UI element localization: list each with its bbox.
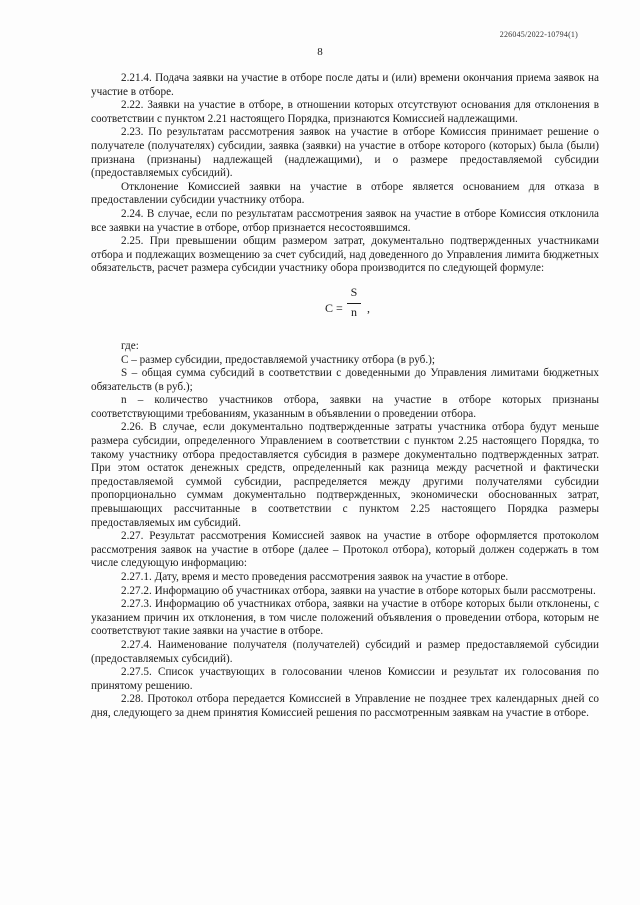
paragraph-2-26: 2.26. В случае, если документально подтвержденные затраты участника отбора будут меньше размера субсидии, определенного Управлением в соответствии с пунктом 2.25 настоящего Порядка, то такому участнику отбора предоставляется субсидия в размере документально подтвержденных затрат. При этом остаток денежных средств, определенный как разница между расчетной и фактически предоставляемой суммой субсидии, распределяется между другими получателями субсидии пропорционально суммам документально подтвержденных, экономически обоснованных затрат, превышающих рассчитанные в соответствии с пунктом 2.25 настоящего Порядка размеры предоставляемых им субсидий. — [91, 421, 599, 529]
paragraph-2-28: 2.28. Протокол отбора передается Комиссией в Управление не позднее трех календарных дней со дня, следующего за днем принятия Комиссией решения по рассмотренным заявкам на участие в отборе. — [91, 693, 599, 719]
document-id: 226045/2022-10794(1) — [499, 30, 578, 39]
paragraph-2-27-2: 2.27.2. Информацию об участниках отбора, заявки на участие в отборе которых были рассмотрены. — [121, 584, 596, 597]
paragraph-2-23: 2.23. По результатам рассмотрения заявок на участие в отборе Комиссия принимает решение о получателе (получателях) субсидии, заявка (заявки) на участие в отборе которого (которых) была (были) признана (признаны) надлежащей (надлежащими), и о размере предоставляемой субсидии (предоставляемых субсидий). — [91, 126, 599, 180]
paragraph-2-22: 2.22. Заявки на участие в отборе, в отношении которых отсутствуют основания для отклонения в соответствии с пунктом 2.21 настоящего Порядка, признаются Комиссией надлежащими. — [91, 99, 599, 125]
definitions-where: где: — [121, 339, 139, 352]
paragraph-2-27-1: 2.27.1. Дату, время и место проведения рассмотрения заявок на участие в отборе. — [121, 571, 509, 583]
paragraph-2-27-5: 2.27.5. Список участвующих в голосовании членов Комиссии и результат их голосования по принятому решению. — [91, 666, 599, 692]
formula-denominator: n — [351, 304, 357, 319]
paragraph-2-21-4: 2.21.4. Подача заявки на участие в отборе после даты и (или) времени окончания приема заявок на участие в отборе. — [91, 72, 599, 98]
definition-s: S – общая сумма субсидий в соответствии с доведенными до Управления лимитами бюджетных обязательств (в руб.); — [91, 367, 599, 393]
paragraph-2-27-4: 2.27.4. Наименование получателя (получателей) субсидий и размер предоставляемой субсидии (предоставляемых субсидий). — [91, 638, 599, 665]
paragraph-2-27: 2.27. Результат рассмотрения Комиссией заявок на участие в отборе оформляется протоколом рассмотрения заявок на участие в отборе (далее – Протокол отбора), который должен содержать в том числе следующую информацию: — [91, 530, 599, 570]
formula-fraction — [347, 286, 361, 322]
definition-n: n – количество участников отбора, заявки на участие в отборе которых признаны соответствующими требованиям, указанным в объявлении о проведении отбора. — [91, 394, 599, 420]
formula-fraction-bar — [347, 303, 361, 304]
document-body — [91, 72, 599, 721]
paragraph-2-25: 2.25. При превышении общим размером затрат, документально подтвержденных участниками отбора и подлежащих возмещению за счет субсидий, над доведенного до Управления лимита бюджетных обязательств, расчет размера субсидии участнику обора производится по следующей формуле: — [91, 235, 599, 275]
formula-trailing-comma: , — [367, 300, 370, 315]
subsidy-formula — [91, 286, 599, 334]
formula-numerator: S — [350, 284, 358, 299]
formula-lhs: C = — [325, 300, 343, 315]
page-number: 8 — [317, 46, 323, 58]
definition-c: С – размер субсидии, предоставляемой участнику отбора (в руб.); — [121, 353, 435, 366]
paragraph-2-27-3: 2.27.3. Информацию об участниках отбора, заявки на участие в отборе которых были отклонены, с указанием причин их отклонения, в том числе положений объявления о проведении отбора, которым не соответствуют такие заявки на участие в отборе. — [91, 598, 599, 638]
paragraph-2-24: 2.24. В случае, если по результатам рассмотрения заявок на участие в отборе Комиссия отклонила все заявки на участие в отборе, отбор признается несостоявшимся. — [91, 207, 599, 234]
paragraph-rejection: Отклонение Комиссией заявки на участие в отборе является основанием для отказа в предоставлении субсидии участнику отбора. — [91, 180, 599, 207]
